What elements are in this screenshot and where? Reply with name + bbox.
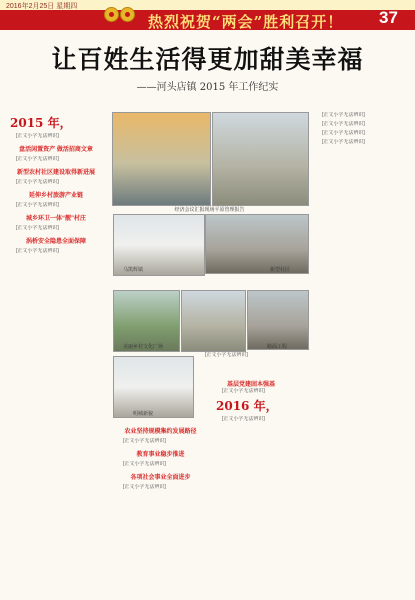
paragraph: [正文小字无法辨识] xyxy=(16,225,59,231)
header-banner: 热烈祝贺“两会”胜利召开！ xyxy=(148,13,344,31)
section-heading: 城乡环卫一体“靓”村庄 xyxy=(25,216,86,222)
column-1 xyxy=(6,112,106,594)
photo-groundbreaking-2 xyxy=(212,112,309,206)
page-number: 37 xyxy=(379,8,398,27)
section-heading: 盘活闲置资产 做活招商文章 xyxy=(19,147,93,153)
emblem-icon xyxy=(120,7,135,22)
paragraph: [正文小字无法辨识] xyxy=(16,248,59,254)
photo-caption: 明城新貌 xyxy=(132,411,153,417)
photo-caption: 美丽乡村文化广场 xyxy=(122,344,163,350)
section-heading: 涡桥安全隐患全面保障 xyxy=(25,239,86,245)
photo-caption: 马凯辉镇 xyxy=(122,267,143,273)
section-heading: 基层党建固本强基 xyxy=(226,382,275,388)
paragraph: [正文小字无法辨识] xyxy=(222,388,265,394)
article-title: 让百姓生活得更加甜美幸福 xyxy=(51,45,364,74)
lead-year-2016: 2016 年， xyxy=(216,399,278,413)
paragraph: [正文小字无法辨识] xyxy=(205,352,248,358)
column-3 xyxy=(212,388,307,594)
photo-new-community xyxy=(205,214,309,274)
photo-village xyxy=(181,290,246,352)
column-2 xyxy=(113,422,208,594)
emblem-icon xyxy=(104,7,119,22)
paragraph: [正文小字无法辨识] xyxy=(222,416,265,422)
paragraph: [正文小字无法辨识] xyxy=(16,202,59,208)
section-heading: 各项社会事业全面进步 xyxy=(130,475,191,481)
paragraph: [正文小字无法辨识] xyxy=(123,461,166,467)
photo-caption: 路面工程 xyxy=(266,344,287,350)
column-4 xyxy=(312,112,411,594)
photo-caption: 新型社区 xyxy=(269,267,290,273)
photo-street xyxy=(113,356,194,418)
column-2-top-text xyxy=(195,352,307,372)
paragraph: [正文小字无法辨识] xyxy=(16,156,59,162)
paragraph: [正文小字无法辨识] xyxy=(322,139,365,145)
paragraph: [正文小字无法辨识] xyxy=(123,484,166,490)
photo-road-works xyxy=(247,290,309,350)
article-subtitle: ——河头店镇 2015 年工作纪实 xyxy=(136,82,279,93)
paragraph: [正文小字无法辨识] xyxy=(123,438,166,444)
paragraph: [正文小字无法辨识] xyxy=(322,121,365,127)
section-heading: 教育事业稳步推进 xyxy=(136,452,185,458)
section-heading: 延伸乡村旅游产业链 xyxy=(28,193,83,199)
section-heading: 新型农村社区建设取得新进展 xyxy=(16,170,95,176)
paragraph: [正文小字无法辨识] xyxy=(322,112,365,118)
paragraph: [正文小字无法辨识] xyxy=(16,179,59,185)
paragraph: [正文小字无法辨识] xyxy=(16,133,59,139)
photo-caption: 经济会议汇报现场平原管理报告 xyxy=(174,207,245,213)
paragraph: [正文小字无法辨识] xyxy=(322,130,365,136)
section-heading: 农业坚持规模集约发展路径 xyxy=(124,429,197,435)
issue-date: 2016年2月25日 星期四 xyxy=(6,3,78,10)
lead-year: 2015 年， xyxy=(10,116,72,130)
photo-groundbreaking-1 xyxy=(112,112,211,206)
